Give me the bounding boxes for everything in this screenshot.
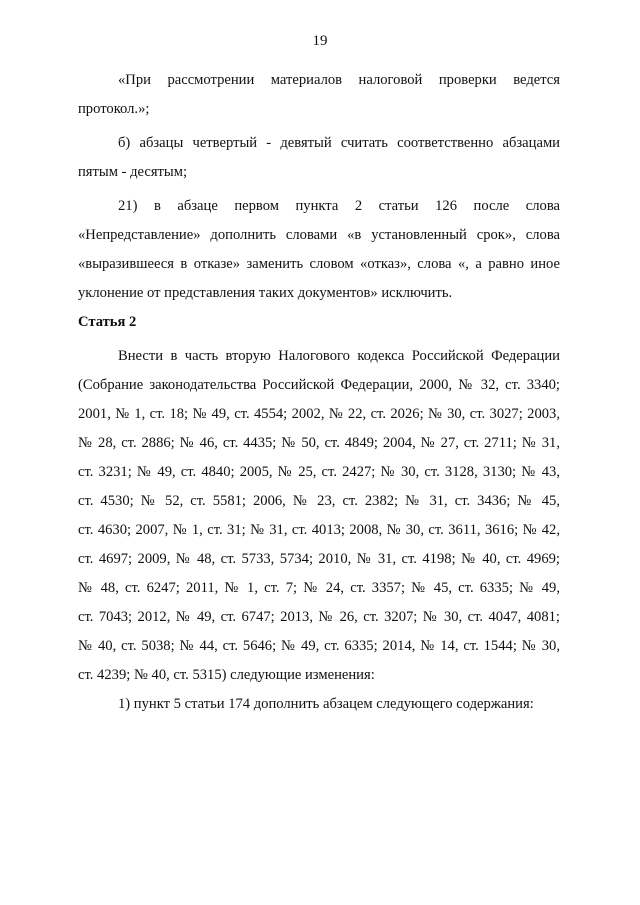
text-line: ст. 4239; № 40, ст. 5315) следующие изменения: bbox=[78, 667, 375, 683]
article-heading: Статья 2 bbox=[78, 314, 137, 330]
text-line: № 40, ст. 5038; № 44, ст. 5646; № 49, ст. 6335; 2014, № 14, ст. 1544; № 30, bbox=[78, 638, 560, 654]
paragraph-article-2-intro bbox=[78, 342, 560, 690]
text-line: Внести в часть вторую Налогового кодекса Российской Федерации bbox=[118, 348, 560, 364]
text-line: 2001, № 1, ст. 18; № 49, ст. 4554; 2002, № 22, ст. 2026; № 30, ст. 3027; 2003, bbox=[78, 406, 560, 422]
text-line: ст. 4630; 2007, № 1, ст. 31; № 31, ст. 4013; 2008, № 30, ст. 3611, 3616; № 42, bbox=[78, 522, 560, 538]
paragraph-b: б) абзацы четвертый - девятый считать соответственно абзацами пятым - десятым; bbox=[78, 135, 560, 180]
text-line: ст. 3231; № 49, ст. 4840; 2005, № 25, ст. 2427; № 30, ст. 3128, 3130; № 43, bbox=[78, 464, 560, 480]
page-number: 19 bbox=[312, 33, 328, 49]
text-line: ст. 4697; 2009, № 48, ст. 5733, 5734; 2010, № 31, ст. 4198; № 40, ст. 4969; bbox=[78, 551, 560, 567]
paragraph-item-1: 1) пункт 5 статьи 174 дополнить абзацем следующего содержания: bbox=[118, 696, 534, 712]
paragraph-21: 21) в абзаце первом пункта 2 статьи 126 после слова «Непредставление» дополнить словами «в установленный срок», слова «выразившееся в отказе» заменить словом «отказ», слова «, а равно иное уклонение от представления таких документов» исключить. bbox=[78, 198, 560, 301]
text-line: (Собрание законодательства Российской Федерации, 2000, № 32, ст. 3340; bbox=[78, 377, 560, 393]
text-line: № 48, ст. 6247; 2011, № 1, ст. 7; № 24, ст. 3357; № 45, ст. 6335; № 49, bbox=[78, 580, 560, 596]
document-body bbox=[78, 66, 560, 719]
text-line: ст. 7043; 2012, № 49, ст. 6747; 2013, № 26, ст. 3207; № 30, ст. 4047, 4081; bbox=[78, 609, 560, 625]
text-line: ст. 4530; № 52, ст. 5581; 2006, № 23, ст. 2382; № 31, ст. 3436; № 45, bbox=[78, 493, 560, 509]
paragraph-protocol: «При рассмотрении материалов налоговой проверки ведется протокол.»; bbox=[78, 72, 560, 117]
text-line: № 28, ст. 2886; № 46, ст. 4435; № 50, ст. 4849; 2004, № 27, ст. 2711; № 31, bbox=[78, 435, 560, 451]
